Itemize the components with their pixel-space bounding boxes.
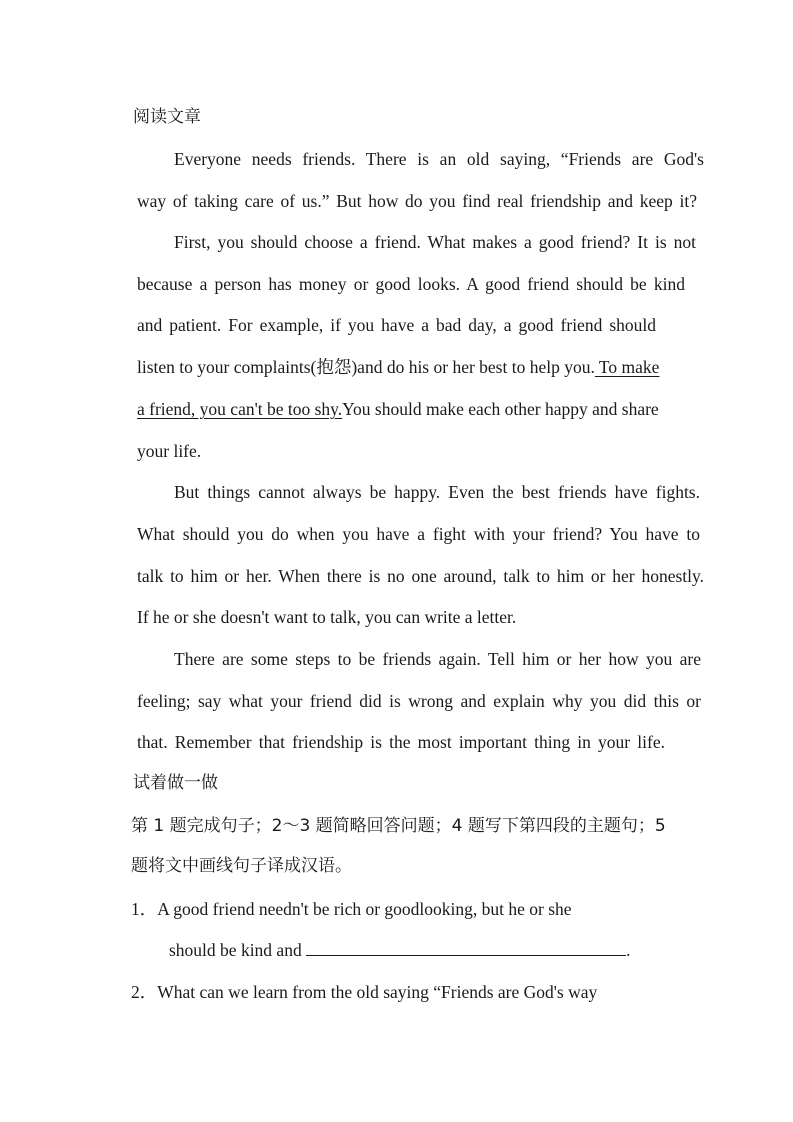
passage-line: because a person has money or good looks. A good friend should be kind <box>137 274 685 294</box>
question-end-period: . <box>626 940 631 960</box>
passage-line <box>137 398 659 420</box>
underlined-sentence: To make <box>594 357 660 377</box>
passage-line: What should you do when you have a fight with your friend? You have to <box>137 524 700 544</box>
passage-line: feeling; say what your friend did is wrong and explain why you did this or <box>137 691 701 711</box>
passage-line <box>137 356 659 378</box>
try-section-title: 试着做一做 <box>133 773 218 793</box>
passage-line: But things cannot always be happy. Even the best friends have fights. <box>174 482 700 502</box>
passage-line: way of taking care of us.” But how do you find real friendship and keep it? <box>137 191 697 211</box>
instructions-line: 第 1 题完成句子；2～3 题简略回答问题；4 题写下第四段的主题句；5 <box>131 816 666 836</box>
passage-line: Everyone needs friends. There is an old saying, “Friends are God's <box>174 149 704 169</box>
question-text: should be kind and <box>169 940 302 960</box>
instructions-line: 题将文中画线句子译成汉语。 <box>131 856 352 876</box>
passage-line: that. Remember that friendship is the most important thing in your life. <box>137 732 665 752</box>
passage-line: talk to him or her. When there is no one around, talk to him or her honestly. <box>137 566 704 586</box>
passage-line: First, you should choose a friend. What makes a good friend? It is not <box>174 232 696 252</box>
question-1-continuation <box>169 939 630 961</box>
passage-line: and patient. For example, if you have a bad day, a good friend should <box>137 315 656 335</box>
passage-line: If he or she doesn't want to talk, you can write a letter. <box>137 607 517 627</box>
question-2: 2．What can we learn from the old saying “Friends are God's way <box>131 982 598 1002</box>
passage-text: You should make each other happy and share <box>342 399 659 419</box>
passage-line: There are some steps to be friends again. Tell him or her how you are <box>174 649 701 669</box>
underlined-sentence: a friend, you can't be too shy. <box>137 399 343 419</box>
reading-section-title: 阅读文章 <box>133 107 201 127</box>
passage-line: your life. <box>137 441 202 461</box>
question-1: 1．A good friend needn't be rich or goodlooking, but he or she <box>131 899 572 919</box>
answer-blank[interactable] <box>306 939 626 956</box>
passage-text: listen to your complaints(抱怨)and do his or her best to help you. <box>137 357 595 377</box>
